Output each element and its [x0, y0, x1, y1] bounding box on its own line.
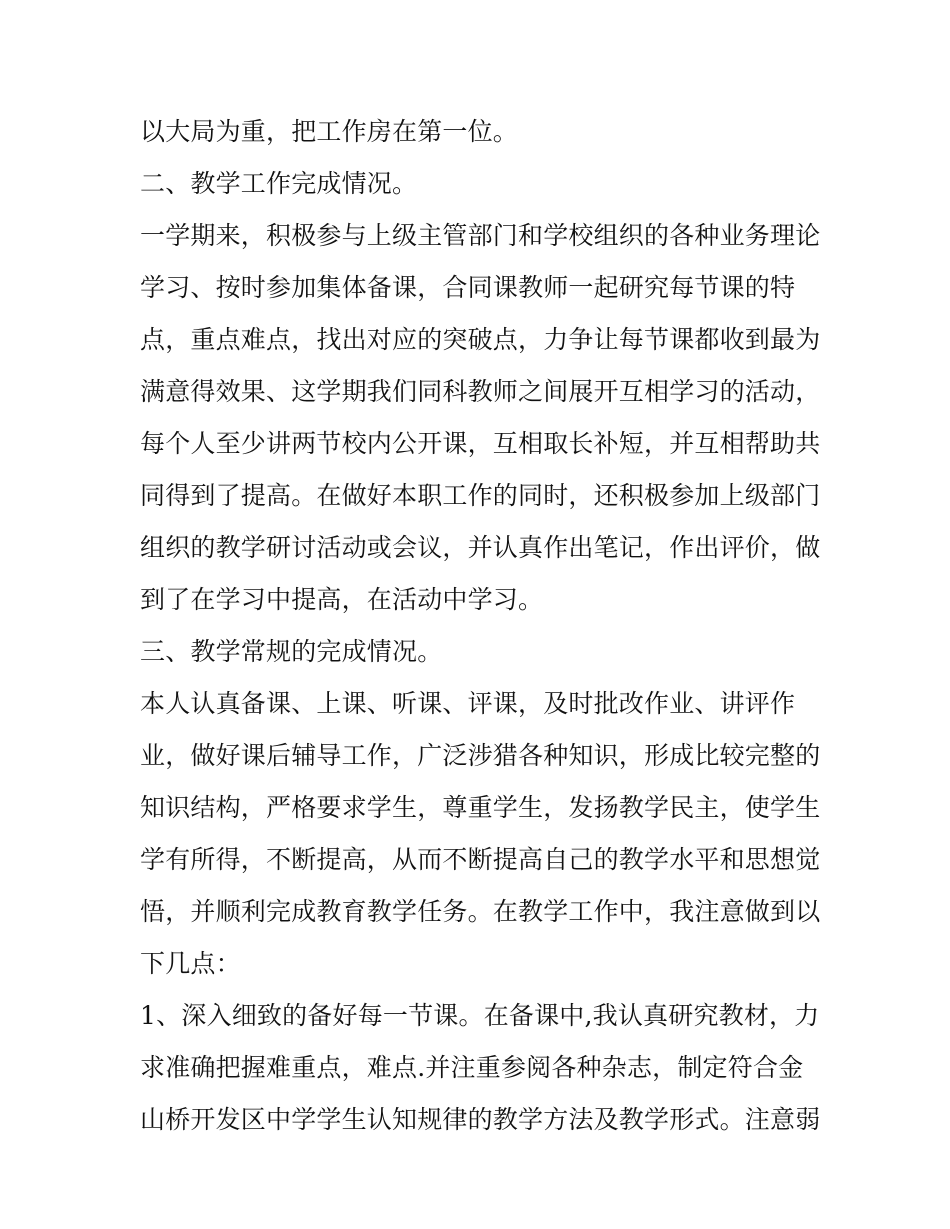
list-item: 1、深入细致的备好每一节课。在备课中,我认真研究教材，力	[140, 1001, 820, 1030]
text-line: 满意得效果、这学期我们同科教师之间展开互相学习的活动，	[140, 377, 821, 406]
text-line: 学习、按时参加集体备课，合同课教师一起研究每节课的特	[140, 273, 796, 302]
text-line: 知识结构，严格要求学生，尊重学生，发扬教学民主，使学生	[140, 793, 821, 822]
section-heading: 三、教学常规的完成情况。	[140, 637, 443, 666]
text-line: 学有所得，不断提高，从而不断提高自己的教学水平和思想觉	[140, 845, 821, 874]
section-heading: 二、教学工作完成情况。	[140, 169, 418, 198]
text-line: 一学期来，积极参与上级主管部门和学校组织的各种业务理论	[140, 221, 821, 250]
text-line: 同得到了提高。在做好本职工作的同时，还积极参加上级部门	[140, 481, 821, 510]
document-body	[140, 106, 830, 1146]
text-line: 到了在学习中提高，在活动中学习。	[140, 585, 544, 614]
text-line: 组织的教学研讨活动或会议，并认真作出笔记，作出评价，做	[140, 533, 821, 562]
text-line: 以大局为重，把工作房在第一位。	[140, 117, 519, 146]
text-line: 点，重点难点，找出对应的突破点，力争让每节课都收到最为	[140, 325, 821, 354]
text-line: 求准确把握难重点，难点.并注重参阅各种杂志，制定符合金	[140, 1053, 804, 1082]
text-line: 本人认真备课、上课、听课、评课，及时批改作业、讲评作	[140, 689, 796, 718]
text-line: 每个人至少讲两节校内公开课，互相取长补短，并互相帮助共	[140, 429, 821, 458]
text-line: 下几点：	[140, 949, 241, 978]
text-line: 山桥开发区中学学生认知规律的教学方法及教学形式。注意弱	[140, 1105, 821, 1134]
text-line: 业，做好课后辅导工作，广泛涉猎各种知识，形成比较完整的	[140, 741, 821, 770]
text-line: 悟，并顺利完成教育教学任务。在教学工作中，我注意做到以	[140, 897, 821, 926]
